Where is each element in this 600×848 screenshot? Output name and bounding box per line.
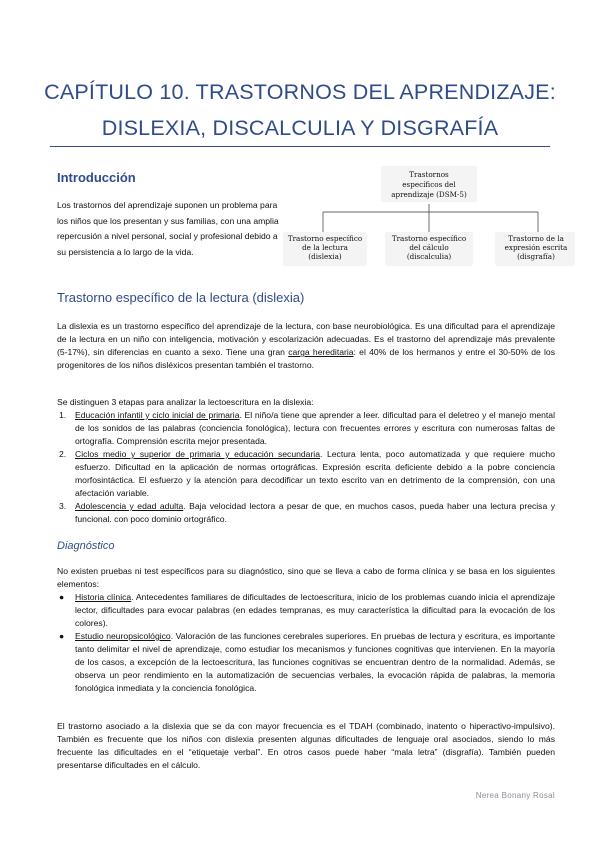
dyslexia-heading: Trastorno específico de la lectura (dislexia) (57, 290, 305, 305)
diagnosis-item-text: . Valoración de las funciones cerebrales superiores. En pruebas de lectura y escritura, es importante tanto delimitar el nivel de aprendizaje, como estudiar los mecanismos y funciones cognitivas que intervienen. En la mayoría de los casos, a excepción de la lectoescritura, las funciones cognitivas se encuentran dentro de la normalidad. Además, se observa un peor rendimiento en la automatización de secuencias verbales, la evocación rápida de palabras, la memoria fonológica inmediata y la conciencia fonológica. (75, 631, 555, 693)
stage-item (57, 500, 555, 526)
diagram-lines (323, 204, 538, 232)
dyslexia-paragraph-a: La dislexia es un trastorno específico del aprendizaje de la lectura, con base neurobiológica. Es una dificultad para el aprendizaje de la lectura en un niño con inteligencia, motivación y escolarización adecuadas. Es el trastorno del aprendizaje más prevalente (5-17%), sin diferencias en cuanto a sexo. Tiene una gran (57, 321, 555, 357)
stage-number: 2. (59, 449, 67, 459)
title-divider (50, 146, 550, 147)
stages-intro: Se distinguen 3 etapas para analizar la lectoescritura en la dislexia: (57, 397, 314, 407)
stage-number: 3. (59, 501, 67, 511)
stages-list (57, 409, 555, 526)
stage-item (57, 448, 555, 500)
diagram-child-dyslexia-line2: de la lectura (302, 243, 348, 252)
stage-text: . Lectura lenta, poco automatizada y que requiere mucho esfuerzo. Dificultad en la aplicación de normas ortográficas. Expresión escrita deficiente debido a la pobre conciencia morfosintáctica. El esfuerzo y la atención para decodificar un texto escrito van en detrimento de la comprensión, con una afectación variable. (75, 449, 555, 498)
bullet: ● (59, 592, 65, 602)
diagram-child-dyscalculia-line2: del cálculo (409, 243, 449, 252)
stage-title: Ciclos medio y superior de primaria y educación secundaria (75, 449, 320, 459)
dsm5-diagram (283, 160, 575, 270)
diagnosis-item (57, 630, 555, 695)
dyslexia-paragraph (57, 320, 555, 372)
diagnosis-list (57, 591, 555, 695)
stage-number: 1. (59, 410, 67, 420)
chapter-title-line2: DISLEXIA, DISCALCULIA Y DISGRAFÍA (101, 116, 499, 140)
diagram-child-dyslexia-line3: (dislexia) (308, 252, 342, 261)
diagram-root-line3: aprendizaje (DSM-5) (391, 190, 467, 199)
diagnosis-closing: El trastorno asociado a la dislexia que se da con mayor frecuencia es el TDAH (combinado, inatento o hiperactivo-impulsivo). También es frecuente que los niños con dislexia presenten algunas dificultades de lenguaje oral asociados, siendo lo más frecuente las dificultades en el “etiquetaje verbal”. En otros casos puede haber “mala letra” (disgrafía). También pueden presentarse dificultades en el cálculo. (57, 721, 555, 770)
footer-author: Nerea Bonany Rosal (475, 791, 555, 800)
diagnosis-item (57, 591, 555, 630)
diagnosis-item-title: Historia clínica (75, 592, 132, 602)
stage-item (57, 409, 555, 448)
diagnosis-intro: No existen pruebas ni test específicos para su diagnóstico, sino que se lleva a cabo de forma clínica y se basa en los siguientes elementos: (57, 566, 555, 589)
stage-text: . Baja velocidad lectora a pesar de que, en muchos casos, pueda haber una lectura precisa y funcional. con poco dominio ortográfico. (75, 501, 555, 524)
diagnosis-item-title: Estudio neuropsicológico (75, 631, 171, 641)
diagram-child-dysgraphia-line2: expresión escrita (504, 243, 568, 252)
diagram-root-line1: Trastornos (409, 170, 449, 179)
stage-text: . El niño/a tiene que aprender a leer. dificultad para el deletreo y el manejo mental de los sonidos de las palabras (conciencia fonológica), lectura con frecuentes errores y escritura con numerosas faltas de ortografía. Comprensión escrita mejor presentada. (75, 410, 555, 446)
hereditary-link[interactable]: carga hereditaria (288, 347, 354, 357)
diagram-root-line2: específicos del (402, 180, 456, 189)
diagnosis-heading: Diagnóstico (57, 540, 115, 552)
intro-paragraph: Los trastornos del aprendizaje suponen un problema para los niños que los presentan y sus familias, con una amplia repercusión a nivel personal, social y profesional debido a su persistencia a lo largo de la vida. (57, 200, 279, 257)
diagram-child-dysgraphia-line1: Trastorno de la (508, 234, 564, 243)
diagram-child-dysgraphia-line3: (disgrafía) (517, 252, 555, 261)
stage-title: Adolescencia y edad adulta (75, 501, 184, 511)
intro-heading: Introducción (57, 170, 136, 185)
diagram-child-dyscalculia-line3: (discalculia) (406, 252, 452, 261)
dyslexia-paragraph-b: : el 40% de los hermanos y entre el 30-50% de los progenitores de los niños disléxicos presentan también el trastorno. (57, 347, 555, 370)
bullet: ● (59, 631, 65, 641)
diagram-child-dyscalculia-line1: Trastorno específico (391, 234, 467, 243)
chapter-title-line1: CAPÍTULO 10. TRASTORNOS DEL APRENDIZAJE: (44, 80, 556, 104)
diagnosis-item-text: . Antecedentes familiares de dificultades de lectoescritura, inicio de los problemas cuando inicia el aprendizaje lector, dificultades para evocar palabras (en edades tempranas, es muy característica la dificultad para la evocación de los colores). (75, 592, 555, 628)
diagram-child-dyslexia-line1: Trastorno específico (287, 234, 363, 243)
stage-title: Educación infantil y ciclo inicial de primaria (75, 410, 240, 420)
